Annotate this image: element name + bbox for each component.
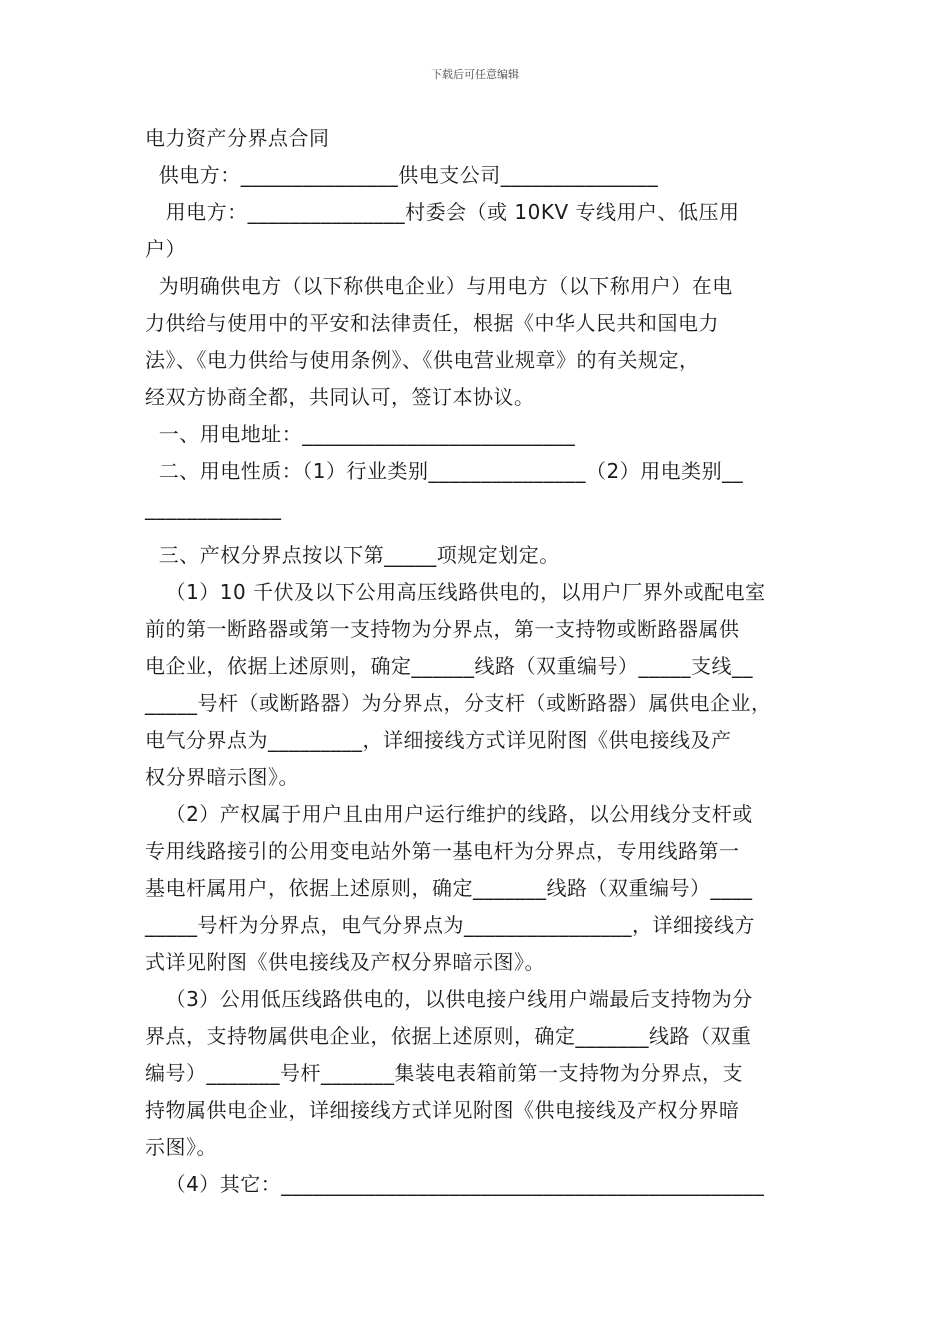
text-line: （1）10 千伏及以下公用高压线路供电的，以用户厂界外或配电室 [145, 580, 766, 604]
text-line: _____________ [145, 496, 282, 520]
text-line: 电气分界点为_________，详细接线方式详见附图《供电接线及产 [145, 728, 732, 752]
text-line: 电企业，依据上述原则，确定______线路（双重编号）_____支线__ [145, 654, 753, 678]
text-line: 法》、《电力供给与使用条例》、《供电营业规章》的有关规定， [145, 348, 700, 372]
text-line: 用电方：_______________村委会（或 10KV 专线用户、低压用 [145, 200, 740, 224]
text-line: （2）产权属于用户且由用户运行维护的线路，以公用线分支杆或 [145, 802, 753, 826]
text-line: 户） [145, 237, 186, 261]
text-line: （4）其它：______________________________________________ [145, 1172, 765, 1196]
text-line: 界点，支持物属供电企业，依据上述原则，确定_______线路（双重 [145, 1024, 752, 1048]
text-line: 三、产权分界点按以下第_____项规定划定。 [145, 543, 560, 567]
text-line: 前的第一断路器或第一支持物为分界点，第一支持物或断路器属供 [145, 617, 740, 641]
text-line: 权分界暗示图》。 [145, 765, 299, 789]
text-line: 持物属供电企业，详细接线方式详见附图《供电接线及产权分界暗 [145, 1098, 740, 1122]
page-header: 下载后可任意编辑 [431, 68, 519, 81]
text-line: _____号杆（或断路器）为分界点，分支杆（或断路器）属供电企业， [145, 691, 772, 715]
text-line: 为明确供电方（以下称供电企业）与用电方（以下称用户）在电 [145, 274, 733, 298]
text-line: （3）公用低压线路供电的，以供电接户线用户端最后支持物为分 [145, 987, 753, 1011]
spacer [145, 527, 810, 537]
contract-body [145, 120, 810, 1203]
text-line: 力供给与使用中的平安和法律责任，根据《中华人民共和国电力 [145, 311, 719, 335]
text-line: 经双方协商全都，共同认可，签订本协议。 [145, 385, 535, 409]
text-line: 专用线路接引的公用变电站外第一基电杆为分界点，专用线路第一 [145, 839, 740, 863]
text-line: 基电杆属用户，依据上述原则，确定_______线路（双重编号）____ [145, 876, 753, 900]
text-line: _____号杆为分界点，电气分界点为________________，详细接线方 [145, 913, 755, 937]
text-line: 式详见附图《供电接线及产权分界暗示图》。 [145, 950, 545, 974]
text-line: 一、用电地址：__________________________ [145, 422, 576, 446]
text-line: 二、用电性质：（1）行业类别_______________（2）用电类别__ [145, 459, 744, 483]
text-line: 示图》。 [145, 1135, 217, 1159]
document-title: 电力资产分界点合同 [145, 126, 330, 150]
text-line: 编号）_______号杆_______集装电表箱前第一支持物为分界点，支 [145, 1061, 743, 1085]
text-line: 供电方：_______________供电支公司_______________ [145, 163, 659, 187]
